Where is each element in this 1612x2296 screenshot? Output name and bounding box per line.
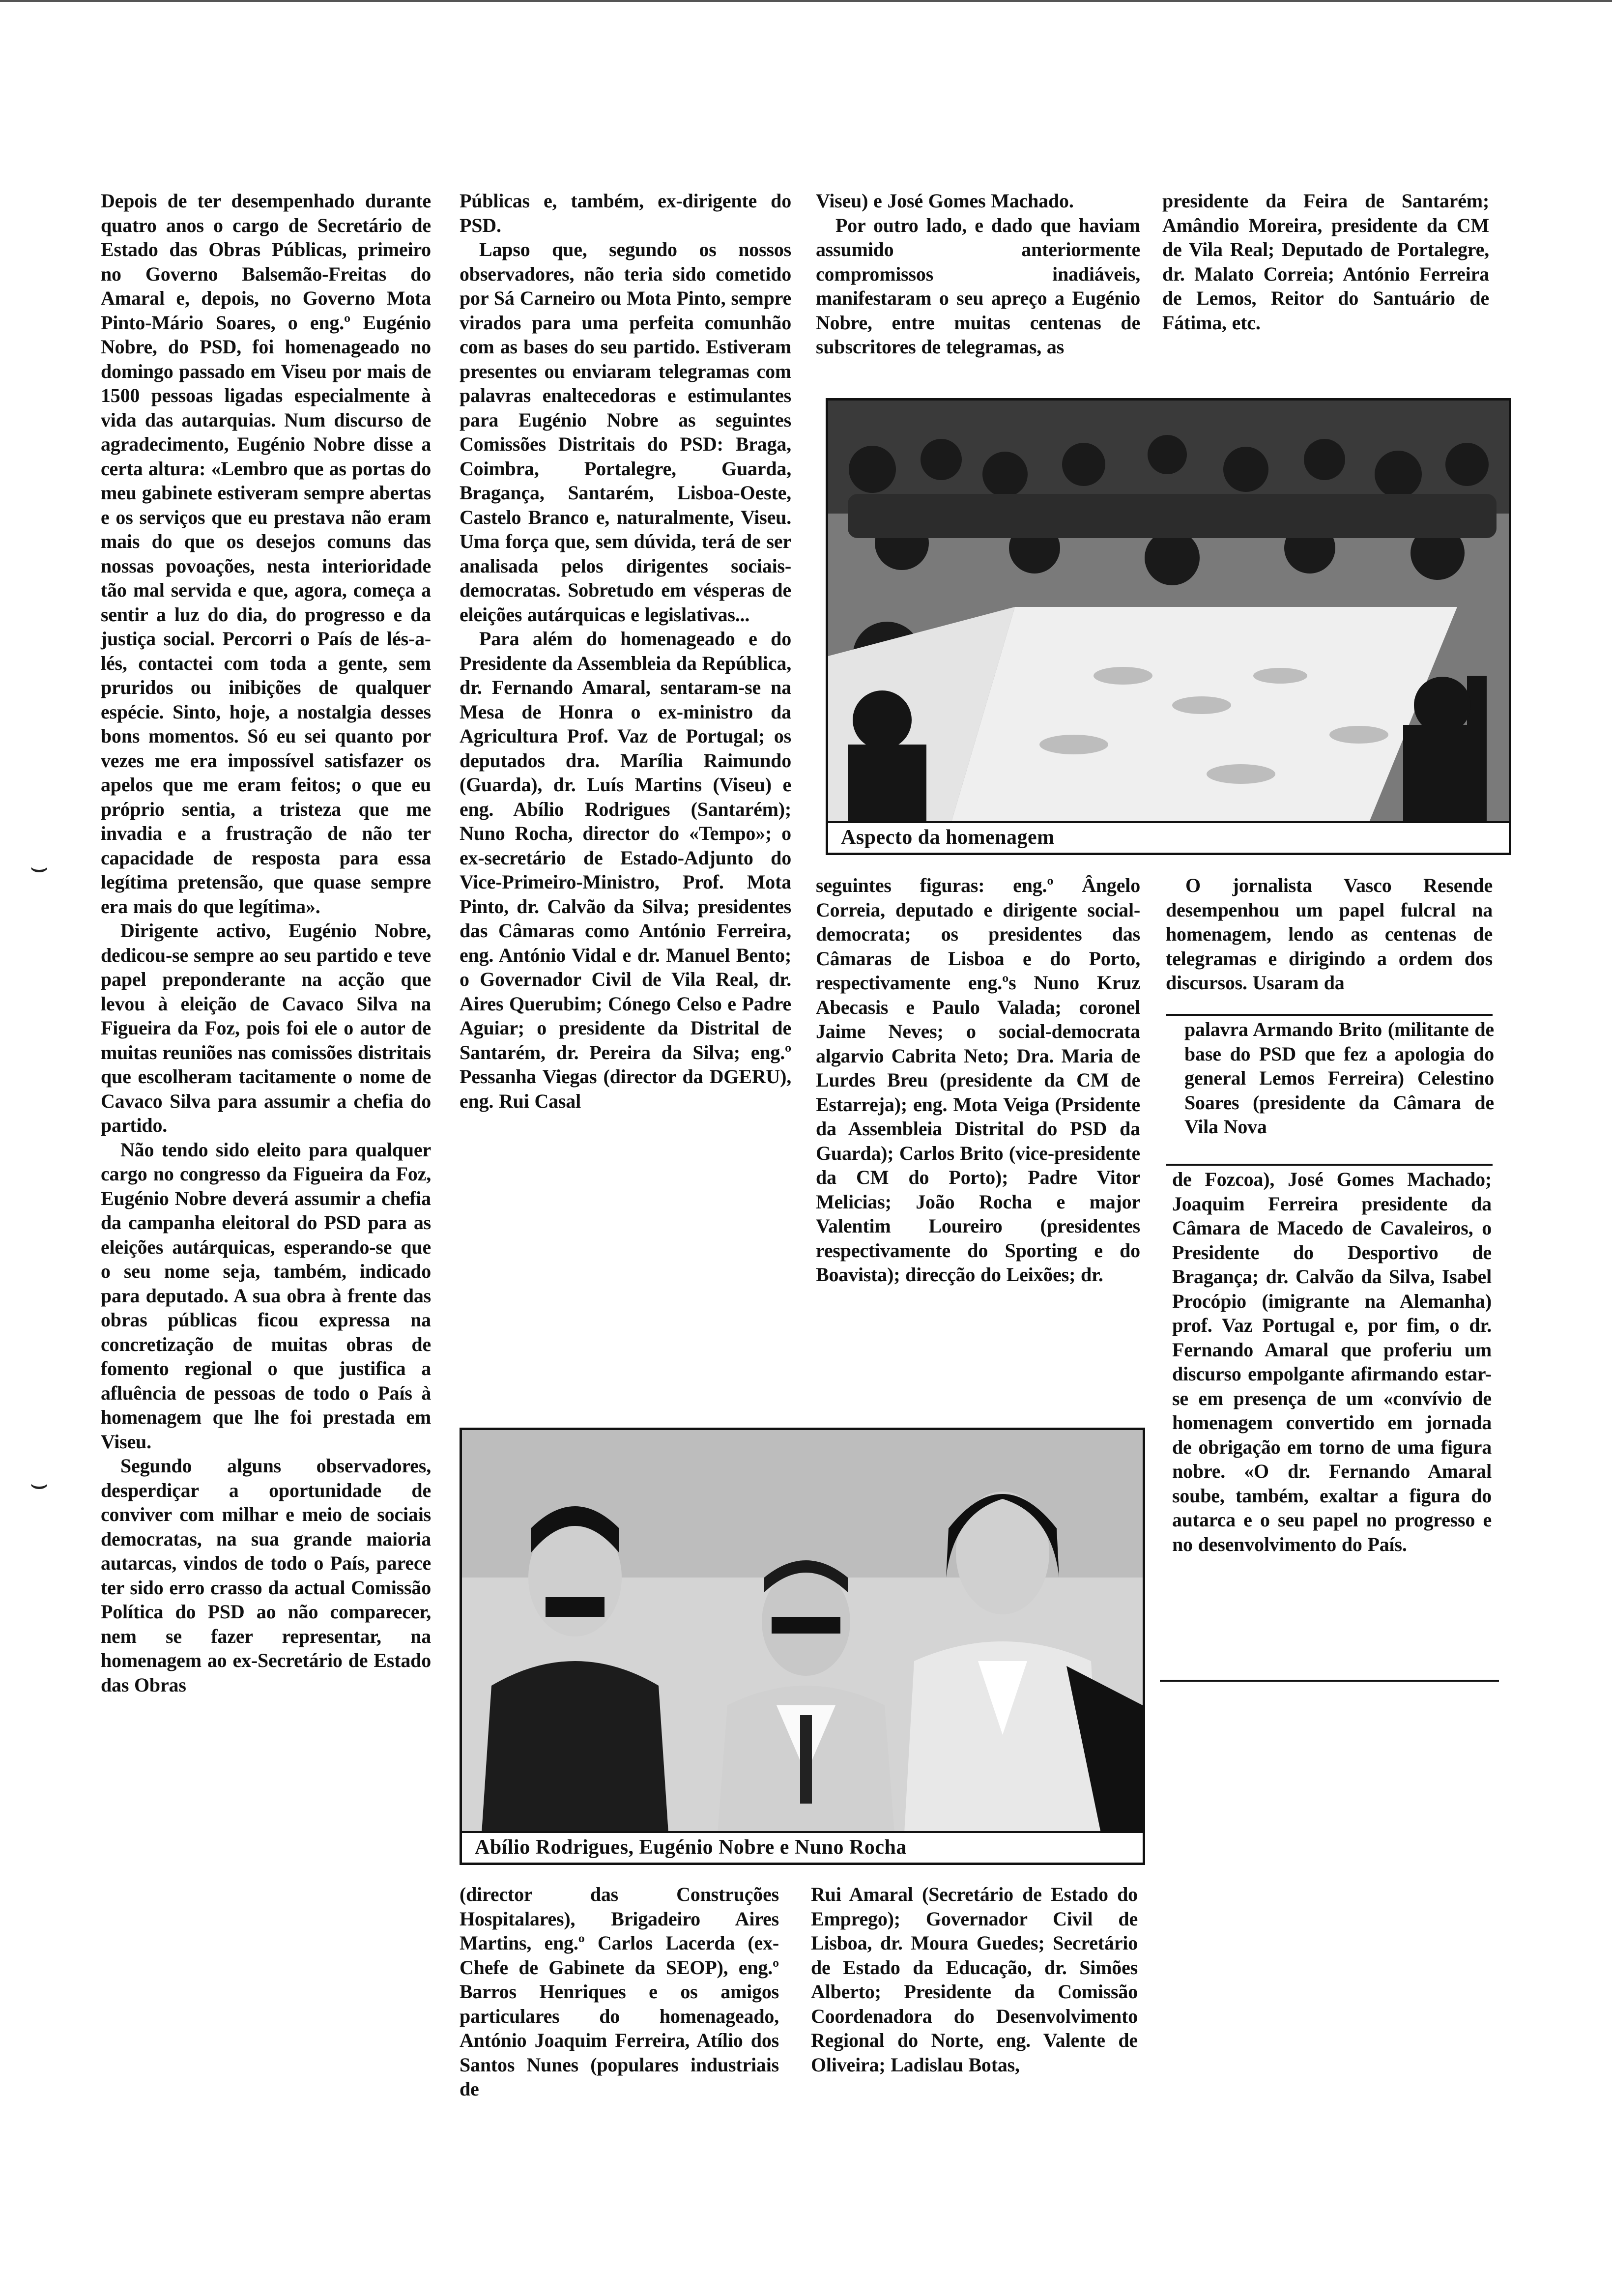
paragraph: O jornalista Vasco Resende desempenhou um papel fulcral na homenagem, lendo as centenas de telegramas e dirigindo a ordem dos discursos. Usaram da bbox=[1166, 874, 1493, 994]
paragraph: Públicas e, também, ex-dirigente do PSD. bbox=[460, 190, 791, 236]
paragraph: (director das Construções Hospitalares), Brigadeiro Aires Martins, eng.º Carlos Lacerda (ex-Chefe de Gabinete da SEOP), eng.º Barros Henriques e os amigos particulares do homenageado, António Joaquim Ferreira, Atílio dos Santos Nunes (populares industriais de bbox=[460, 1883, 779, 2100]
paragraph: Não tendo sido eleito para qualquer cargo no congresso da Figueira da Foz, Eugénio Nobre deverá assumir a chefia da campanha eleitoral do PSD para as eleições autárquicas, esperando-se que o seu nome seja, também, indicado para deputado. A sua obra à frente das obras públicas ficou expressa na concretização de muitas obras de fomento regional o que justifica a afluência de pessoas de todo o País à homenagem que lhe foi prestada em Viseu. bbox=[101, 1138, 431, 1453]
portrait-photo bbox=[460, 1428, 1145, 1865]
article-column-4-mid-a bbox=[1166, 873, 1493, 995]
paragraph: Depois de ter desempenhado durante quatro anos o cargo de Secretário de Estado das Obras Públicas, primeiro no Governo Balsemão-Freitas do Amaral e, depois, no Governo Mota Pinto-Mário Soares, o eng.º Eugénio Nobre, do PSD, foi homenageado no domingo passado em Viseu por mais de 1500 pessoas ligadas especialmente à vida das autarquias. Num discurso de agradecimento, Eugénio Nobre disse a certa altura: «Lembro que as portas do meu gabinete estiveram sempre abertas e os serviços que eu prestava não eram mais do que os desejos comuns das nossas povoações, nesta interioridade tão mal servida e que, agora, começa a sentir a luz do dia, do progresso e da justiça social. Percorri o País de lés-a-lés, contactei com toda a gente, sem pruridos ou inibições de qualquer espécie. Sinto, hoje, a nostalgia desses bons momentos. Só eu sei quanto por vezes me era impossível satisfazer os apelos que me eram feitos; o que eu próprio sentia, a tristeza que me invadia e a frustração de não ter capacidade de resposta para essa legítima pretensão, que quase sempre era mais do que legítima». bbox=[101, 190, 431, 918]
article-column-1 bbox=[101, 189, 431, 1697]
paragraph: Rui Amaral (Secretário de Estado do Emprego); Governador Civil de Lisboa, dr. Moura Guedes; Secretário de Estado da Educação, dr. Simões Alberto; Presidente da Comissão Coordenadora do Desenvolvimento Regional do Norte, eng. Valente de Oliveira; Ladislau Botas, bbox=[811, 1883, 1138, 2076]
column-divider bbox=[1160, 1680, 1499, 1682]
article-column-2-bottom bbox=[460, 1882, 779, 2101]
paragraph: Para além do homenageado e do Presidente da Assembleia da República, dr. Fernando Amaral, sentaram-se na Mesa de Honra o ex-ministro da Agricultura Prof. Vaz de Portugal; os deputados dra. Marília Raimundo (Guarda), dr. Luís Martins (Viseu) e eng. Abílio Rodrigues (Santarém); Nuno Rocha, director do «Tempo»; o ex-secretário de Estado-Adjunto do Vice-Primeiro-Ministro, Prof. Mota Pinto, dr. Calvão da Silva; presidentes das Câmaras como António Ferreira, eng. António Vidal e dr. Manuel Bento; o Governador Civil de Vila Real, dr. Aires Querubim; Cónego Celso e Padre Aguiar; o presidente da Distrital de Santarém, dr. Pereira da Silva; eng.º Pessanha Viegas (director da DGERU), eng. Rui Casal bbox=[460, 628, 791, 1112]
banquet-photo bbox=[826, 398, 1511, 855]
banquet-image bbox=[828, 401, 1509, 823]
paragraph: Viseu) e José Gomes Machado. bbox=[816, 190, 1074, 212]
article-column-4-mid-c bbox=[1172, 1167, 1492, 1556]
top-edge-line bbox=[0, 0, 1612, 2]
paragraph: de Fozcoa), José Gomes Machado; Joaquim Ferreira presidente da Câmara de Macedo de Cavaleiros, o Presidente do Desportivo de Bragança; dr. Calvão da Silva, Isabel Procópio (imigrante na Alemanha) prof. Vaz Portugal e, por fim, o dr. Fernando Amaral que proferiu um discurso empolgante afirmando estar-se em presença de um «convívio de homenagem convertido em jornada de obrigação em torno de uma figura nobre. «O dr. Fernando Amaral soube, também, exaltar a figura do autarca e o seu papel no progresso e no desenvolvimento do País. bbox=[1172, 1168, 1492, 1555]
margin-mark: ⌣ bbox=[29, 851, 49, 883]
column-divider bbox=[1166, 1164, 1493, 1166]
banquet-caption: Aspecto da homenagem bbox=[828, 821, 1509, 853]
paragraph: seguintes figuras: eng.º Ângelo Correia, deputado e dirigente social-democrata; os presidentes das Câmaras de Lisboa e do Porto, respectivamente eng.ºs Nuno Kruz Abecasis e Paulo Valada; coronel Jaime Neves; o social-democrata algarvio Cabrita Neto; Dra. Maria de Lurdes Breu (presidente da CM de Estarreja); eng. Mota Veiga (Prsidente da Assembleia Distrital do PSD da Guarda); Carlos Brito (vice-presidente da CM do Porto); Padre Vitor Melicias; João Rocha e major Valentim Loureiro (presidentes respectivamente do Sporting e do Boavista); direcção do Leixões; dr. bbox=[816, 874, 1140, 1286]
paragraph: Lapso que, segundo os nossos observadores, não teria sido cometido por Sá Carneiro ou Mota Pinto, sempre virados para uma perfeita comunhão com as bases do seu partido. Estiveram presentes ou enviaram telegramas com palavras enaltecedoras e estimulantes para Eugénio Nobre as seguintes Comissões Distritais do PSD: Braga, Coimbra, Portalegre, Guarda, Bragança, Santarém, Lisboa-Oeste, Castelo Branco e, naturalmente, Viseu. Uma força que, sem dúvida, terá de ser analisada pelos dirigentes sociais-democratas. Sobretudo em vésperas de eleições autárquicas e legislativas... bbox=[460, 238, 791, 626]
portrait-image bbox=[462, 1430, 1143, 1833]
paragraph: Segundo alguns observadores, desperdiçar a oportunidade de conviver com milhar e meio de sociais democratas, na sua grande maioria autarcas, vindos de todo o País, parece ter sido erro crasso da actual Comissão Política do PSD ao não comparecer, nem se fazer representar, na homenagem ao ex-Secretário de Estado das Obras bbox=[101, 1455, 431, 1696]
paragraph: Por outro lado, e dado que haviam assumido anteriormente compromissos inadiáveis, manifestaram o seu apreço a Eugénio Nobre, entre muitas centenas de subscritores de telegramas, as bbox=[816, 214, 1140, 358]
paragraph: Dirigente activo, Eugénio Nobre, dedicou-se sempre ao seu partido e teve papel preponderante na acção que levou à eleição de Cavaco Silva na Figueira da Foz, pois foi ele o autor de muitas reuniões nas comissões distritais que escolheram tacitamente o nome de Cavaco Silva para assumir a chefia do partido. bbox=[101, 919, 431, 1136]
article-column-3-mid bbox=[816, 873, 1140, 1287]
portrait-caption: Abílio Rodrigues, Eugénio Nobre e Nuno Rocha bbox=[462, 1831, 1143, 1863]
article-column-3-top bbox=[816, 189, 1140, 359]
paragraph: presidente da Feira de Santarém; Amândio Moreira, presidente da CM de Vila Real; Deputado de Portalegre, dr. Malato Correia; António Ferreira de Lemos, Reitor do Santuário de Fátima, etc. bbox=[1162, 190, 1489, 334]
article-column-4-top bbox=[1162, 189, 1489, 335]
article-column-4-mid-b bbox=[1184, 1017, 1494, 1139]
article-column-3-bottom bbox=[811, 1882, 1138, 2077]
column-divider bbox=[1166, 1014, 1493, 1016]
article-column-2 bbox=[460, 189, 791, 1113]
margin-mark: ⌣ bbox=[29, 1467, 49, 1500]
paragraph: palavra Armando Brito (militante de base do PSD que fez a apologia do general Lemos Ferreira) Celestino Soares (presidente da Câmara de Vila Nova bbox=[1184, 1018, 1494, 1138]
